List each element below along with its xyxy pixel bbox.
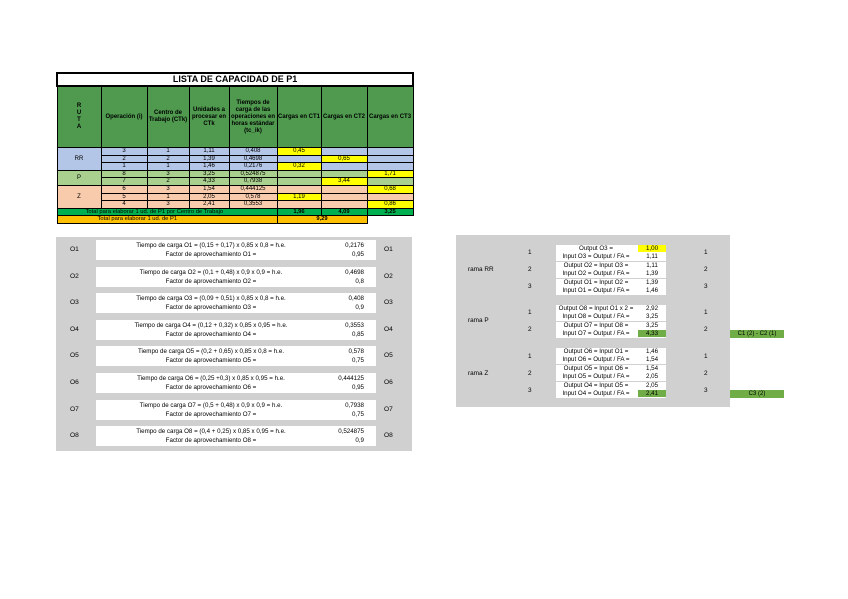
step-number: 2 xyxy=(528,326,532,333)
formula-factor: Factor de aprovechamiento O2 = xyxy=(165,277,257,285)
formula-op-right: O8 xyxy=(384,432,393,440)
cell-ct: 1 xyxy=(147,163,189,171)
rama-line xyxy=(556,253,666,261)
formula-factor: Factor de aprovechamiento O5 = xyxy=(165,357,257,365)
cell-ct: 1 xyxy=(147,193,189,201)
formula-op-left: O5 xyxy=(70,352,79,360)
formula-op-left: O3 xyxy=(70,299,79,307)
table-title: LISTA DE CAPACIDAD DE P1 xyxy=(57,73,413,86)
rama-line xyxy=(556,279,666,287)
table-row xyxy=(57,193,413,201)
cell-t: 0,444125 xyxy=(229,185,277,193)
formula-line: Tiempo de carga O3 = (0,09 + 0,51) x 0,85 x 0,8 = h.e. xyxy=(136,295,286,303)
rama-line xyxy=(556,245,666,253)
rama-line-text: Input O6 = Output / FA = xyxy=(562,356,630,363)
formula-op-right: O6 xyxy=(384,379,393,386)
cell-c1 xyxy=(277,201,321,209)
rama-line-value: 2,92 xyxy=(645,305,659,312)
grand-total-empty xyxy=(367,216,413,224)
formula-op-right: O3 xyxy=(384,299,393,307)
step-number: 3 xyxy=(528,283,532,290)
table-row xyxy=(57,155,413,163)
cell-t: 0,2176 xyxy=(229,163,277,171)
cell-op: 8 xyxy=(101,170,147,178)
rama-line-value: 1,46 xyxy=(645,287,659,294)
cell-op: 4 xyxy=(101,201,147,209)
step-number: 3 xyxy=(528,387,532,394)
rama-z-label: rama Z xyxy=(468,370,489,377)
step-number: 1 xyxy=(528,353,532,360)
header-ct2: Cargas en CT2 xyxy=(321,86,367,148)
formula-op-right: O4 xyxy=(384,325,393,333)
rama-rr-label: rama RR xyxy=(468,266,494,273)
rama-line-value: 2,41 xyxy=(638,390,666,397)
cell-c3 xyxy=(367,155,413,163)
rama-line-value: 1,54 xyxy=(645,365,659,372)
rama-line xyxy=(556,262,666,270)
step-number: 1 xyxy=(528,249,532,256)
cell-ct: 1 xyxy=(147,148,189,156)
cell-c3: 1,71 xyxy=(367,170,413,178)
formula-factor: Factor de aprovechamiento O6 = xyxy=(165,384,257,391)
rama-line-value: 3,25 xyxy=(645,313,659,320)
formula-value: 0,7938 xyxy=(345,401,364,409)
rama-line-value: 1,11 xyxy=(646,253,658,260)
rama-line-value: 4,33 xyxy=(638,330,666,337)
note-p: C1 (2) - C2 (1) xyxy=(730,330,784,338)
rama-line-value: 1,46 xyxy=(645,348,659,355)
cell-c2 xyxy=(321,185,367,193)
formula-factor-value: 0,9 xyxy=(355,304,364,312)
rama-line-text: Input O8 = Output / FA = xyxy=(562,313,630,320)
grand-total-label: Total para elaborar 1 ud. de P1 xyxy=(57,216,277,224)
formula-op-left: O6 xyxy=(70,379,79,386)
step-number: 2 xyxy=(704,326,708,333)
cell-op: 5 xyxy=(101,193,147,201)
total-ct2: 4,09 xyxy=(321,208,367,216)
cell-c1: 0,45 xyxy=(277,148,321,156)
formula-op-right: O2 xyxy=(384,272,393,280)
formula-box xyxy=(96,346,376,366)
rama-line-value: 1,11 xyxy=(646,262,658,269)
rama-line xyxy=(556,373,666,381)
rama-line-text: Output O4 = Input O5 = xyxy=(563,382,629,389)
rama-line xyxy=(556,390,666,398)
formula-line: Tiempo de carga O4 = (0,12 + 0,32) x 0,85 x 0,95 = h.e. xyxy=(134,321,288,329)
formula-op-right: O5 xyxy=(384,352,393,360)
rama-line xyxy=(556,348,666,356)
step-number: 1 xyxy=(704,309,708,316)
rama-line xyxy=(556,365,666,373)
step-number: 2 xyxy=(528,370,532,377)
grand-total-value: 9,29 xyxy=(277,216,367,224)
total-label: Total para elaborar 1 ud. de P1 por Centro de Trabajo xyxy=(57,208,277,216)
formula-factor-value: 0,75 xyxy=(351,410,364,418)
rama-line-text: Output O3 = xyxy=(579,245,613,252)
cell-u: 3,25 xyxy=(189,170,229,178)
formula-op-left: O7 xyxy=(70,405,79,413)
header-ruta: R U T A xyxy=(57,86,101,148)
formula-panel xyxy=(56,237,412,451)
table-row xyxy=(57,170,413,178)
formula-line: Tiempo de carga O6 = (0,25 +0,3) x 0,85 x 0,95 = h.e. xyxy=(137,375,285,382)
cell-c2 xyxy=(321,163,367,171)
formula-line: Tiempo de carga O7 = (0,5 + 0,48) x 0,9 x 0,9 = h.e. xyxy=(139,401,283,409)
formula-value: 0,524875 xyxy=(338,428,364,436)
ramas-panel xyxy=(456,235,777,407)
formula-value: 0,578 xyxy=(348,348,364,356)
rama-line-text: Output O7 = Input O8 = xyxy=(563,322,629,329)
formula-row xyxy=(56,343,412,370)
rama-line-text: Input O7 = Output / FA = xyxy=(562,330,630,337)
rama-line-text: Output O5 = Input O6 = xyxy=(563,365,629,372)
rama-p-label: rama P xyxy=(468,317,489,324)
cell-op: 1 xyxy=(101,163,147,171)
header-unidades: Unidades a procesar en CTk xyxy=(189,86,229,148)
rama-line xyxy=(556,322,666,330)
cell-op: 2 xyxy=(101,155,147,163)
cell-c1 xyxy=(277,155,321,163)
group-z: Z xyxy=(57,185,101,208)
cell-t: 0,3553 xyxy=(229,201,277,209)
formula-op-left: O4 xyxy=(70,325,79,333)
cell-c2 xyxy=(321,148,367,156)
rama-line xyxy=(556,305,666,313)
rama-line-text: Input O5 = Output / FA = xyxy=(562,373,630,380)
note-z: C3 (2) xyxy=(730,390,784,398)
formula-box xyxy=(96,426,376,446)
formula-value: 0,2176 xyxy=(345,242,364,249)
rama-line xyxy=(556,356,666,364)
cell-c3 xyxy=(367,193,413,201)
cell-c3: 0,68 xyxy=(367,185,413,193)
formula-row xyxy=(56,264,412,291)
table-row xyxy=(57,163,413,171)
formula-row xyxy=(56,317,412,344)
formula-factor-value: 0,95 xyxy=(351,384,364,391)
formula-op-left: O8 xyxy=(70,432,79,440)
cell-op: 6 xyxy=(101,185,147,193)
cell-u: 1,11 xyxy=(189,148,229,156)
formula-row xyxy=(56,237,412,264)
formula-line: Tiempo de carga O5 = (0,2 + 0,65) x 0,85 x 0,8 = h.e. xyxy=(137,348,285,356)
formula-value: 0,444125 xyxy=(338,375,364,382)
grand-total-row xyxy=(57,216,413,224)
cell-op: 3 xyxy=(101,148,147,156)
formula-box xyxy=(96,373,376,393)
cell-u: 2,05 xyxy=(189,193,229,201)
cell-t: 0,524875 xyxy=(229,170,277,178)
formula-value: 0,3553 xyxy=(345,321,364,329)
formula-value: 0,408 xyxy=(348,295,364,303)
cell-c1 xyxy=(277,178,321,186)
rama-line-text: Output O1 = Input O2 = xyxy=(563,279,629,286)
cell-c1: 1,19 xyxy=(277,193,321,201)
formula-factor-value: 0,95 xyxy=(351,251,364,258)
rama-line xyxy=(556,313,666,321)
cell-ct: 3 xyxy=(147,170,189,178)
cell-c2 xyxy=(321,201,367,209)
cell-c3: 0,86 xyxy=(367,201,413,209)
rama-line-value: 2,05 xyxy=(645,373,659,380)
header-tiempos: Tiempos de carga de las operaciones en horas estándar (tc_ik) xyxy=(229,86,277,148)
formula-line: Tiempo de carga O8 = (0,4 + 0,25) x 0,85 x 0,95 = h.e. xyxy=(136,428,286,436)
rama-line-value: 3,25 xyxy=(645,322,659,329)
rama-line-text: Output O2 = Input O3 = xyxy=(563,262,629,269)
formula-row xyxy=(56,370,412,397)
rama-line-text: Input O4 = Output / FA = xyxy=(562,390,630,397)
cell-ct: 3 xyxy=(147,185,189,193)
rama-line xyxy=(556,270,666,278)
rama-line-text: Input O3 = Output / FA = xyxy=(562,253,630,260)
capacity-table xyxy=(56,72,414,224)
formula-line: Tiempo de carga O1 = (0,15 + 0,17) x 0,85 x 0,8 = h.e. xyxy=(136,242,286,249)
formula-factor-value: 0,9 xyxy=(355,437,364,445)
formula-factor-value: 0,75 xyxy=(351,357,364,365)
table-row xyxy=(57,201,413,209)
table-row xyxy=(57,185,413,193)
cell-u: 4,33 xyxy=(189,178,229,186)
formula-factor: Factor de aprovechamiento O1 = xyxy=(165,251,257,258)
cell-t: 0,4698 xyxy=(229,155,277,163)
cell-ct: 2 xyxy=(147,178,189,186)
step-number: 2 xyxy=(704,266,708,273)
cell-c3 xyxy=(367,148,413,156)
rama-line xyxy=(556,382,666,390)
total-ct3: 3,25 xyxy=(367,208,413,216)
formula-op-left: O1 xyxy=(70,246,79,253)
cell-u: 1,54 xyxy=(189,185,229,193)
step-number: 1 xyxy=(704,249,708,256)
cell-c2: 0,65 xyxy=(321,155,367,163)
formula-row xyxy=(56,423,412,450)
cell-c2: 3,44 xyxy=(321,178,367,186)
formula-box xyxy=(96,240,376,260)
step-number: 2 xyxy=(704,370,708,377)
rama-line-text: Input O1 = Output / FA = xyxy=(562,287,630,294)
cell-c1 xyxy=(277,185,321,193)
formula-factor: Factor de aprovechamiento O7 = xyxy=(165,410,257,418)
formula-box xyxy=(96,293,376,313)
total-ct1: 1,96 xyxy=(277,208,321,216)
rama-line-text: Output O6 = Input O1 = xyxy=(563,348,629,355)
cell-c1 xyxy=(277,170,321,178)
formula-box xyxy=(96,267,376,287)
cell-u: 1,39 xyxy=(189,155,229,163)
formula-box xyxy=(96,320,376,340)
formula-line: Tiempo de carga O2 = (0,1 + 0,48) x 0,9 x 0,9 = h.e. xyxy=(139,268,283,276)
cell-u: 1,46 xyxy=(189,163,229,171)
step-number: 1 xyxy=(704,353,708,360)
rama-line-value: 2,05 xyxy=(645,382,659,389)
formula-value: 0,4698 xyxy=(345,268,364,276)
group-rr: RR xyxy=(57,148,101,171)
group-p: P xyxy=(57,170,101,185)
rama-line-value: 1,00 xyxy=(638,245,666,252)
header-ct1: Cargas en CT1 xyxy=(277,86,321,148)
total-row xyxy=(57,208,413,216)
step-number: 3 xyxy=(704,283,708,290)
formula-factor-value: 0,85 xyxy=(351,330,364,338)
step-number: 2 xyxy=(528,266,532,273)
formula-factor-value: 0,8 xyxy=(355,277,364,285)
table-row xyxy=(57,178,413,186)
cell-ct: 2 xyxy=(147,155,189,163)
rama-line-text: Input O2 = Output / FA = xyxy=(562,270,630,277)
cell-u: 2,41 xyxy=(189,201,229,209)
cell-c3 xyxy=(367,178,413,186)
header-operacion: Operación (i) xyxy=(101,86,147,148)
formula-op-right: O7 xyxy=(384,405,393,413)
cell-c1: 0,32 xyxy=(277,163,321,171)
header-centro: Centro de Trabajo (CTk) xyxy=(147,86,189,148)
cell-t: 0,408 xyxy=(229,148,277,156)
step-number: 1 xyxy=(528,309,532,316)
cell-op: 7 xyxy=(101,178,147,186)
cell-c3 xyxy=(367,163,413,171)
cell-c2 xyxy=(321,193,367,201)
cell-t: 0,578 xyxy=(229,193,277,201)
rama-line-value: 1,39 xyxy=(645,279,659,286)
formula-factor: Factor de aprovechamiento O3 = xyxy=(165,304,257,312)
formula-op-left: O2 xyxy=(70,272,79,280)
rama-line-text: Output O8 = Input O1 x 2 = xyxy=(558,305,634,312)
header-ct3: Cargas en CT3 xyxy=(367,86,413,148)
formula-factor: Factor de aprovechamiento O4 = xyxy=(165,330,257,338)
rama-line xyxy=(556,287,666,295)
rama-line-value: 1,39 xyxy=(645,270,659,277)
cell-c2 xyxy=(321,170,367,178)
cell-ct: 3 xyxy=(147,201,189,209)
formula-op-right: O1 xyxy=(384,246,393,253)
cell-t: 0,7938 xyxy=(229,178,277,186)
formula-row xyxy=(56,290,412,317)
formula-row xyxy=(56,397,412,424)
table-row xyxy=(57,148,413,156)
rama-line xyxy=(556,330,666,338)
formula-factor: Factor de aprovechamiento O8 = xyxy=(165,437,257,445)
rama-line-value: 1,54 xyxy=(645,356,659,363)
formula-box xyxy=(96,400,376,420)
step-number: 3 xyxy=(704,387,708,394)
